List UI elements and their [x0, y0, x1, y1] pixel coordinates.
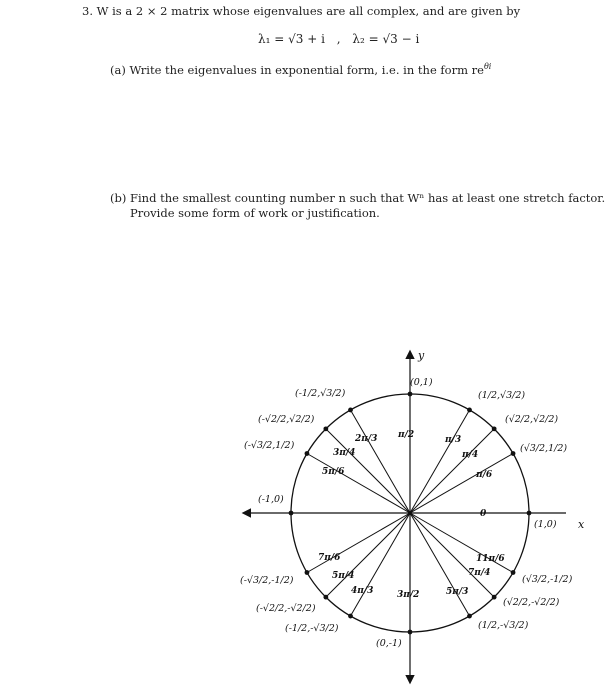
coord-label-30: (√3/2,1/2)	[520, 443, 568, 454]
part-b-line2: Provide some form of work or justification.	[130, 206, 380, 220]
ray-60	[410, 410, 470, 513]
point-90	[408, 392, 413, 397]
coord-label-150: (-√3/2,1/2)	[244, 440, 295, 451]
eigenvalue-1: λ₁ = √3 + i	[258, 32, 325, 46]
angle-label-30: π/6	[476, 470, 493, 480]
point-60	[467, 408, 472, 413]
coord-label-315: (√2/2,-√2/2)	[503, 597, 560, 608]
ray-150	[307, 454, 410, 514]
point-315	[492, 595, 497, 600]
problem-text: W is a 2 × 2 matrix whose eigenvalues are all complex, and are given by	[96, 4, 521, 18]
eigenvalue-2: λ₂ = √3 − i	[352, 32, 420, 46]
coord-label-270: (0,-1)	[376, 638, 402, 649]
ray-120	[351, 410, 411, 513]
angle-label-330: 11π/6	[476, 554, 505, 564]
point-45	[492, 426, 497, 431]
angle-label-240: 4π/3	[351, 586, 374, 596]
angle-label-60: π/3	[445, 435, 462, 445]
x-axis-label: x	[578, 518, 585, 531]
point-330	[511, 570, 516, 575]
coord-label-0: (1,0)	[534, 519, 557, 530]
point-135	[323, 426, 328, 431]
eigenvalue-separator: ,	[336, 32, 341, 46]
point-210	[305, 570, 310, 575]
coord-label-240: (-1/2,-√3/2)	[285, 623, 339, 634]
coord-label-225: (-√2/2,-√2/2)	[256, 603, 316, 614]
coord-label-210: (-√3/2,-1/2)	[240, 575, 294, 586]
point-0	[527, 511, 532, 516]
y-axis-label: y	[418, 349, 425, 362]
point-180	[289, 511, 294, 516]
origin-label: 0	[480, 509, 487, 519]
part-a-label: (a)	[110, 62, 126, 77]
point-225	[323, 595, 328, 600]
ray-300	[410, 513, 470, 616]
angle-label-135: 3π/4	[333, 448, 356, 458]
ray-240	[351, 513, 411, 616]
coord-label-120: (-1/2,√3/2)	[295, 388, 346, 399]
coord-label-90: (0,1)	[410, 377, 433, 388]
part-a-superscript: θi	[483, 62, 492, 71]
angle-label-270: 3π/2	[397, 590, 420, 600]
part-b-label: (b)	[110, 191, 127, 205]
coord-label-180: (-1,0)	[258, 494, 284, 505]
coord-label-60: (1/2,√3/2)	[478, 390, 526, 401]
part-a-text: Write the eigenvalues in exponential form, i.e. in the form re	[129, 62, 484, 77]
angle-label-315: 7π/4	[468, 568, 491, 578]
point-270	[408, 630, 413, 635]
point-120	[348, 408, 353, 413]
coord-label-135: (-√2/2,√2/2)	[258, 414, 315, 425]
angle-label-120: 2π/3	[355, 434, 378, 444]
point-150	[305, 451, 310, 456]
point-300	[467, 614, 472, 619]
problem-number: 3.	[82, 4, 93, 18]
ray-210	[307, 513, 410, 573]
angle-label-45: π/4	[462, 450, 479, 460]
point-30	[511, 451, 516, 456]
coord-label-300: (1/2,-√3/2)	[478, 620, 529, 631]
angle-label-90: π/2	[398, 430, 415, 440]
ray-30	[410, 454, 513, 514]
coord-label-330: (√3/2,-1/2)	[522, 574, 573, 585]
angle-label-300: 5π/3	[446, 587, 469, 597]
angle-label-225: 5π/4	[332, 571, 355, 581]
point-240	[348, 614, 353, 619]
angle-label-150: 5π/6	[322, 467, 345, 477]
angle-label-210: 7π/6	[318, 553, 341, 563]
part-b-line1: Find the smallest counting number n such that Wⁿ has at least one stretch factor.	[130, 191, 606, 205]
coord-label-45: (√2/2,√2/2)	[505, 414, 559, 425]
